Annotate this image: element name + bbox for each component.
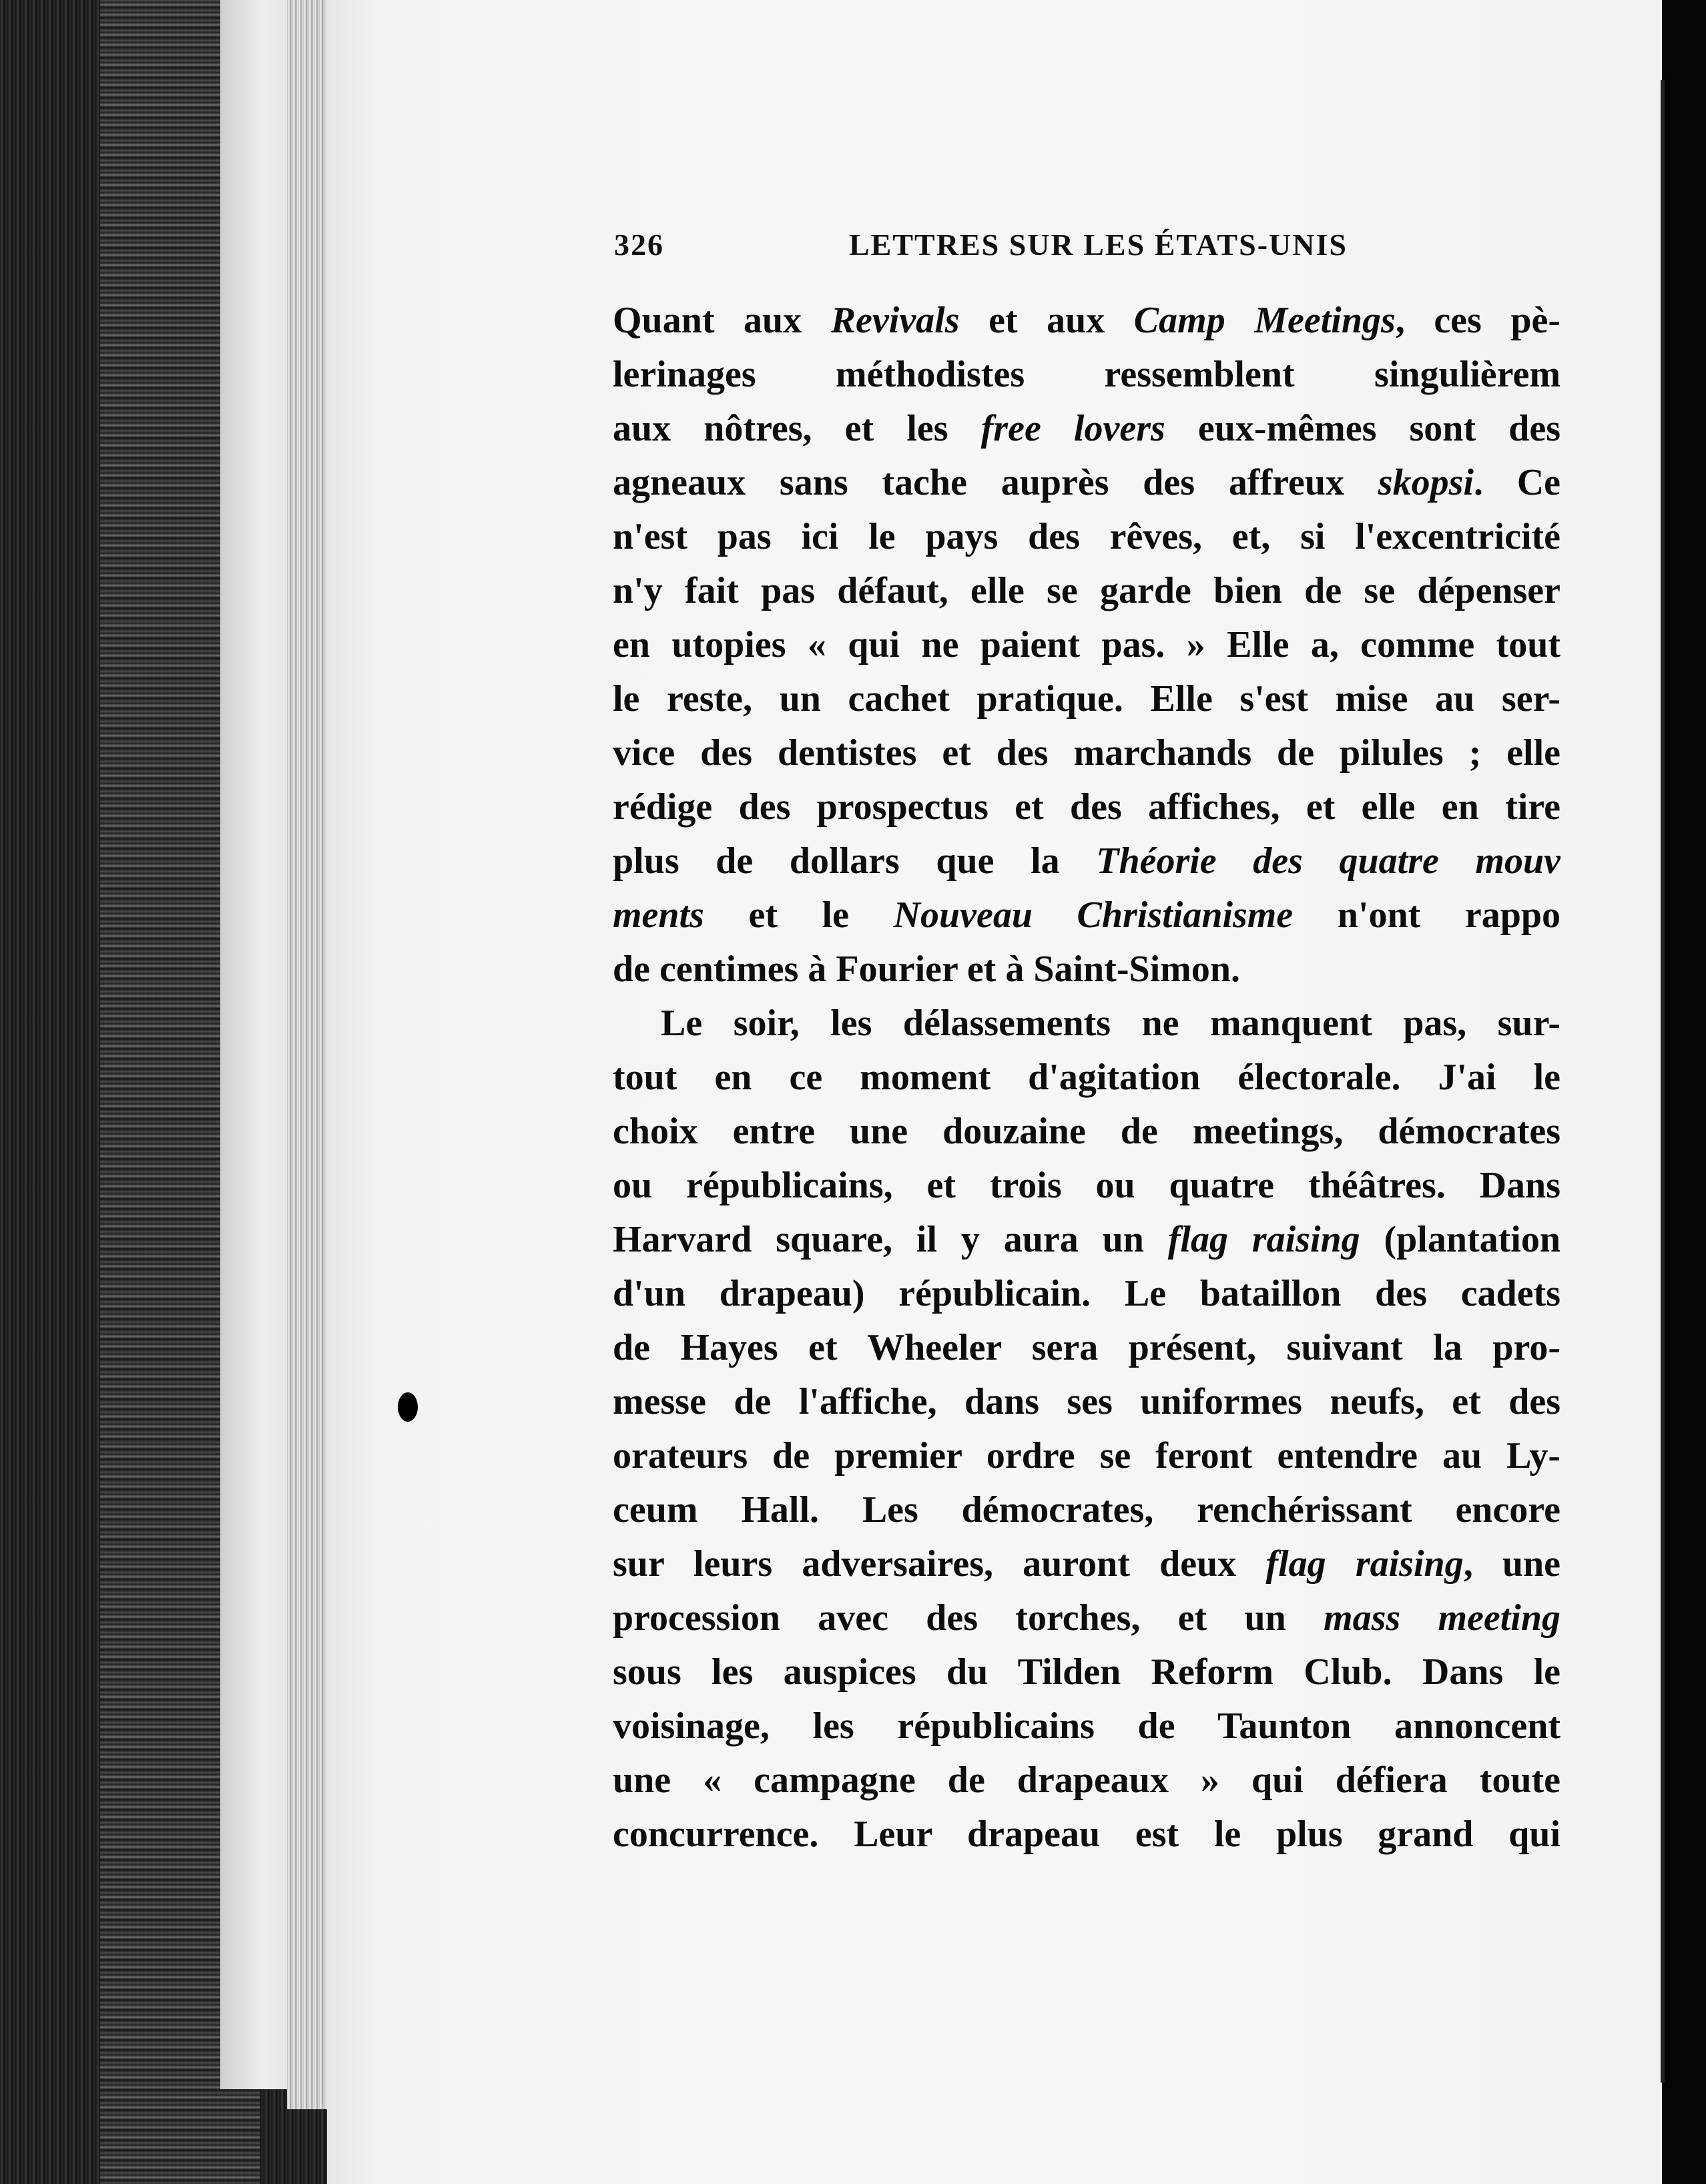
text-segment: choix entre une douzaine de meetings, démocrates	[613, 1111, 1560, 1152]
text-segment: , une	[1463, 1543, 1560, 1585]
text-segment: n'ont rappo	[1293, 894, 1560, 936]
italic-text: Nouveau Christianisme	[893, 894, 1294, 936]
italic-text: Théorie des quatre mouv	[1096, 840, 1560, 882]
text-line	[613, 1429, 1560, 1483]
text-segment: concurrence. Leur drapeau est le plus grand qui	[613, 1814, 1560, 1855]
text-line	[613, 1051, 1560, 1105]
text-line	[613, 672, 1560, 726]
text-segment: de centimes à Fourier et à Saint-Simon.	[613, 948, 1240, 990]
text-line	[613, 780, 1560, 834]
text-segment: agneaux sans tache auprès des affreux	[613, 462, 1378, 503]
text-segment: et aux	[959, 300, 1134, 341]
italic-text: mass meeting	[1324, 1597, 1560, 1639]
text-line	[613, 834, 1560, 888]
italic-text: ments	[613, 894, 704, 936]
text-line	[613, 618, 1560, 672]
text-segment: Quant aux	[613, 300, 831, 341]
text-segment: d'un drapeau) républicain. Le bataillon des cadets	[613, 1273, 1560, 1314]
italic-text: flag raising	[1167, 1219, 1360, 1260]
italic-text: Camp Meetings	[1133, 300, 1396, 341]
text-segment: eux-mêmes sont des	[1165, 408, 1560, 449]
text-line	[613, 1321, 1560, 1375]
text-line	[613, 402, 1560, 456]
text-segment: et le	[703, 894, 894, 936]
text-segment: sur leurs adversaires, auront deux	[613, 1543, 1266, 1585]
text-line	[613, 1645, 1560, 1699]
text-segment: vice des dentistes et des marchands de pilules ; elle	[613, 732, 1560, 774]
text-segment: plus de dollars que la	[613, 840, 1097, 882]
text-line	[613, 456, 1560, 510]
text-segment: aux nôtres, et les	[613, 408, 981, 449]
text-line	[613, 726, 1560, 780]
text-segment: ceum Hall. Les démocrates, renchérissant encore	[613, 1489, 1560, 1531]
text-line	[613, 997, 1560, 1051]
italic-text: flag raising	[1265, 1543, 1464, 1585]
text-segment: en utopies « qui ne paient pas. » Elle a, comme tout	[613, 624, 1560, 665]
text-line	[613, 1159, 1560, 1213]
text-line	[613, 294, 1560, 348]
text-line	[613, 1213, 1560, 1267]
text-line	[613, 1537, 1560, 1591]
text-segment: Harvard square, il y aura un	[613, 1219, 1168, 1260]
text-segment: de Hayes et Wheeler sera présent, suivant la pro-	[613, 1327, 1560, 1368]
text-line	[613, 1753, 1560, 1808]
text-segment: une « campagne de drapeaux » qui défiera toute	[613, 1759, 1560, 1801]
italic-text: Revivals	[830, 300, 960, 341]
ink-spot	[398, 1392, 418, 1422]
text-line	[613, 1105, 1560, 1159]
text-segment: (plantation	[1360, 1219, 1560, 1260]
text-line	[613, 1483, 1560, 1537]
text-segment: n'y fait pas défaut, elle se garde bien de se dépenser	[613, 570, 1560, 611]
text-line	[613, 1375, 1560, 1429]
text-segment: , ces pè-	[1395, 300, 1560, 341]
header-title: LETTRES SUR LES ÉTATS-UNIS	[849, 228, 1348, 262]
text-segment: tout en ce moment d'agitation électorale. J'ai le	[613, 1057, 1560, 1098]
text-line	[613, 1699, 1560, 1753]
body-text	[613, 294, 1560, 1862]
text-segment: ou républicains, et trois ou quatre théâtres. Dans	[613, 1165, 1560, 1206]
text-line	[613, 1808, 1560, 1862]
text-segment: voisinage, les républicains de Taunton annoncent	[613, 1705, 1560, 1747]
text-line	[613, 348, 1560, 402]
italic-text: free lovers	[980, 408, 1165, 449]
text-segment: orateurs de premier ordre se feront entendre au Ly-	[613, 1435, 1560, 1476]
running-head	[614, 227, 1348, 275]
text-line	[613, 510, 1560, 564]
page-number: 326	[614, 228, 664, 262]
text-segment: Le soir, les délassements ne manquent pas, sur-	[661, 1003, 1560, 1044]
italic-text: skopsi	[1378, 462, 1474, 503]
right-page-edge	[1661, 80, 1665, 2083]
text-line	[613, 942, 1560, 997]
text-line	[613, 1591, 1560, 1645]
text-segment: le reste, un cachet pratique. Elle s'est mise au ser-	[613, 678, 1560, 720]
text-line	[613, 564, 1560, 618]
text-segment: messe de l'affiche, dans ses uniformes neufs, et des	[613, 1381, 1560, 1422]
page-edges	[287, 0, 327, 2109]
text-segment: rédige des prospectus et des affiches, et elle en tire	[613, 786, 1560, 828]
text-segment: n'est pas ici le pays des rêves, et, si l'excentricité	[613, 516, 1560, 557]
text-segment: lerinages méthodistes ressemblent singulièrem	[613, 354, 1560, 395]
text-line	[613, 888, 1560, 942]
text-segment: . Ce	[1473, 462, 1560, 503]
text-segment: sous les auspices du Tilden Reform Club. Dans le	[613, 1651, 1560, 1693]
right-margin-dark	[1662, 0, 1706, 2184]
text-segment: procession avec des torches, et un	[613, 1597, 1324, 1639]
text-line	[613, 1267, 1560, 1321]
